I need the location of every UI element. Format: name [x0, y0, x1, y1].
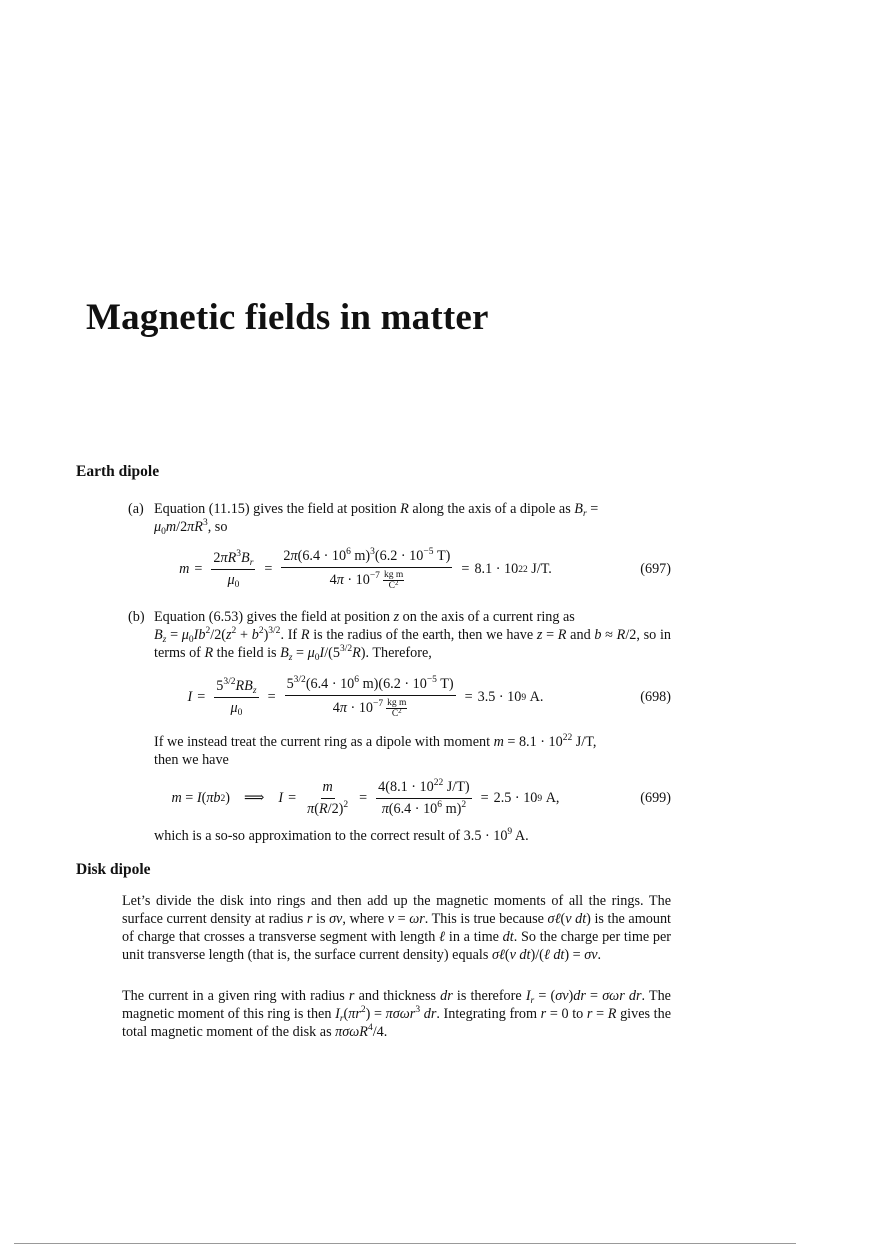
footer-rule — [14, 1243, 796, 1244]
equation-697: m = $\frac{2\pi R^3B_r}{\mu_0}$ = $2\pi(6.4 \cdot 10^6$ $m)^3(6.2 \cdot 10^{-5}$ T) $4\pi \cdot 10^{-7}$ $\frac{\text{kg m}}{C^2}$ = 8.1 · 10 22 J/T. (697) — [179, 547, 671, 591]
equation-number-697: (697) — [640, 561, 671, 577]
equation-number-699: (699) — [640, 790, 671, 806]
item-label-a: (a) — [128, 501, 144, 517]
equation-698: I = $\frac{5^{3/2}RB_z}{\mu_0}$ = $5^{3/2}(6.4 \cdot 10^6$ $m)(6.2 \cdot 10^{-5}$ T) $4\pi \cdot 10^{-7}$ $\frac{\text{kg m}}{C^2}$ = 3.5 · 10 9 A. (698) — [187, 675, 671, 719]
paragraph-disk-2: The current in a given ring with radius r and thickness dr is therefore $I_r = (\sigma v)dr = \sigma\omega r$ dr. The magnetic moment of this ring is then $I_r(\pi r^2) = \pi\sigma\omega r^3$ dr. Integrating from r = 0 to r = R gives the total magnetic moment of the disk as πσωR$^4$/4. — [122, 988, 671, 1040]
equation-number-698: (698) — [640, 689, 671, 705]
paragraph-part-a: (a) Equation (11.15) gives the field at position R along the axis of a dipole as $B_r$ = $\mu_0m/2\pi R^3$, so — [128, 501, 599, 537]
section-heading-disk-dipole: Disk dipole — [76, 861, 151, 878]
item-label-b: (b) — [128, 609, 145, 625]
paragraph-so-so: which is a so-so approximation to the correct result of $3.5 \cdot 10^9$ A. — [154, 827, 529, 844]
paragraph-part-b: (b) Equation (6.53) gives the field at position z on the axis of a current ring as $B_z = \mu_0Ib^2/2(z^2 + b^2)^{3/2}$. If R is the radius of the earth, then we have z = R and b ≈ R/2, so in terms of R the field is $B_z = \mu_0I/(5^{3/2}R)$. Therefore, — [128, 609, 671, 663]
paragraph-dipole-intro: If we instead treat the current ring as a dipole with moment $m = 8.1 \cdot 10^{22}$ J/T, then we have — [154, 733, 597, 768]
chapter-title: Magnetic fields in matter — [86, 297, 489, 338]
equation-699: m = I ( πb 2 ) ⟹ I = $\frac{m}{\pi(R/2)^2}$ = $\frac{4(8.1 \cdot 10^{22} J/T)}{\pi(6.4 \cdot 10^6 m)^2}$ = 2.5 · 10 9 A, (699) — [171, 778, 671, 817]
paragraph-disk-1: Let’s divide the disk into rings and then add up the magnetic moments of all the rings. The surface current density at radius r is σv, where v = ωr. This is true because σℓ(v dt) is the amount of charge that crosses a transverse segment with length ℓ in a time dt. So the charge per time per unit transverse length (that is, the surface current density) equals σℓ(v dt)/(ℓ dt) = σv. — [122, 893, 672, 963]
section-heading-earth-dipole: Earth dipole — [76, 463, 160, 480]
